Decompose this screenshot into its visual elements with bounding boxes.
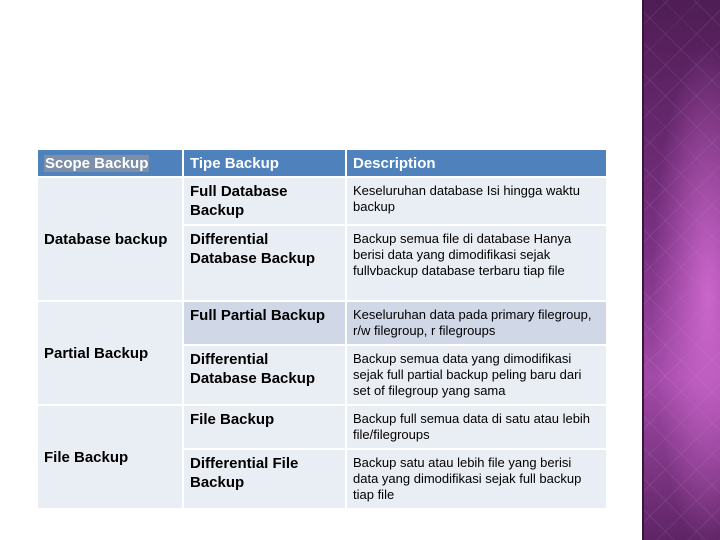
table-row xyxy=(37,301,607,345)
scope-cell: Database backup xyxy=(37,177,183,301)
header-type: Tipe Backup xyxy=(183,149,346,177)
type-cell: Full Database Backup xyxy=(183,177,346,225)
description-cell: Keseluruhan database Isi hingga waktu backup xyxy=(346,177,607,225)
scope-cell: File Backup xyxy=(37,405,183,509)
backup-table xyxy=(36,148,608,510)
header-scope-label: Scope Backup xyxy=(45,154,149,172)
scope-cell: Partial Backup xyxy=(37,301,183,405)
table-row xyxy=(37,405,607,449)
type-cell: Differential File Backup xyxy=(183,449,346,509)
description-cell: Backup full semua data di satu atau lebih file/filegroups xyxy=(346,405,607,449)
header-description: Description xyxy=(346,149,607,177)
table-row xyxy=(37,177,607,225)
description-cell: Backup satu atau lebih file yang berisi data yang dimodifikasi sejak full backup tiap file xyxy=(346,449,607,509)
description-cell: Backup semua file di database Hanya berisi data yang dimodifikasi sejak fullvbackup database terbaru tiap file xyxy=(346,225,607,301)
type-cell: Differential Database Backup xyxy=(183,225,346,301)
description-cell: Keseluruhan data pada primary filegroup, r/w filegroup, r filegroups xyxy=(346,301,607,345)
table-header-row xyxy=(37,149,607,177)
type-cell: Full Partial Backup xyxy=(183,301,346,345)
side-panel-edge xyxy=(642,0,644,540)
type-cell: File Backup xyxy=(183,405,346,449)
type-cell: Differential Database Backup xyxy=(183,345,346,405)
header-scope xyxy=(37,149,183,177)
description-cell: Backup semua data yang dimodifikasi sejak full partial backup peling baru dari set of filegroup yang sama xyxy=(346,345,607,405)
decorative-side-panel xyxy=(642,0,720,540)
